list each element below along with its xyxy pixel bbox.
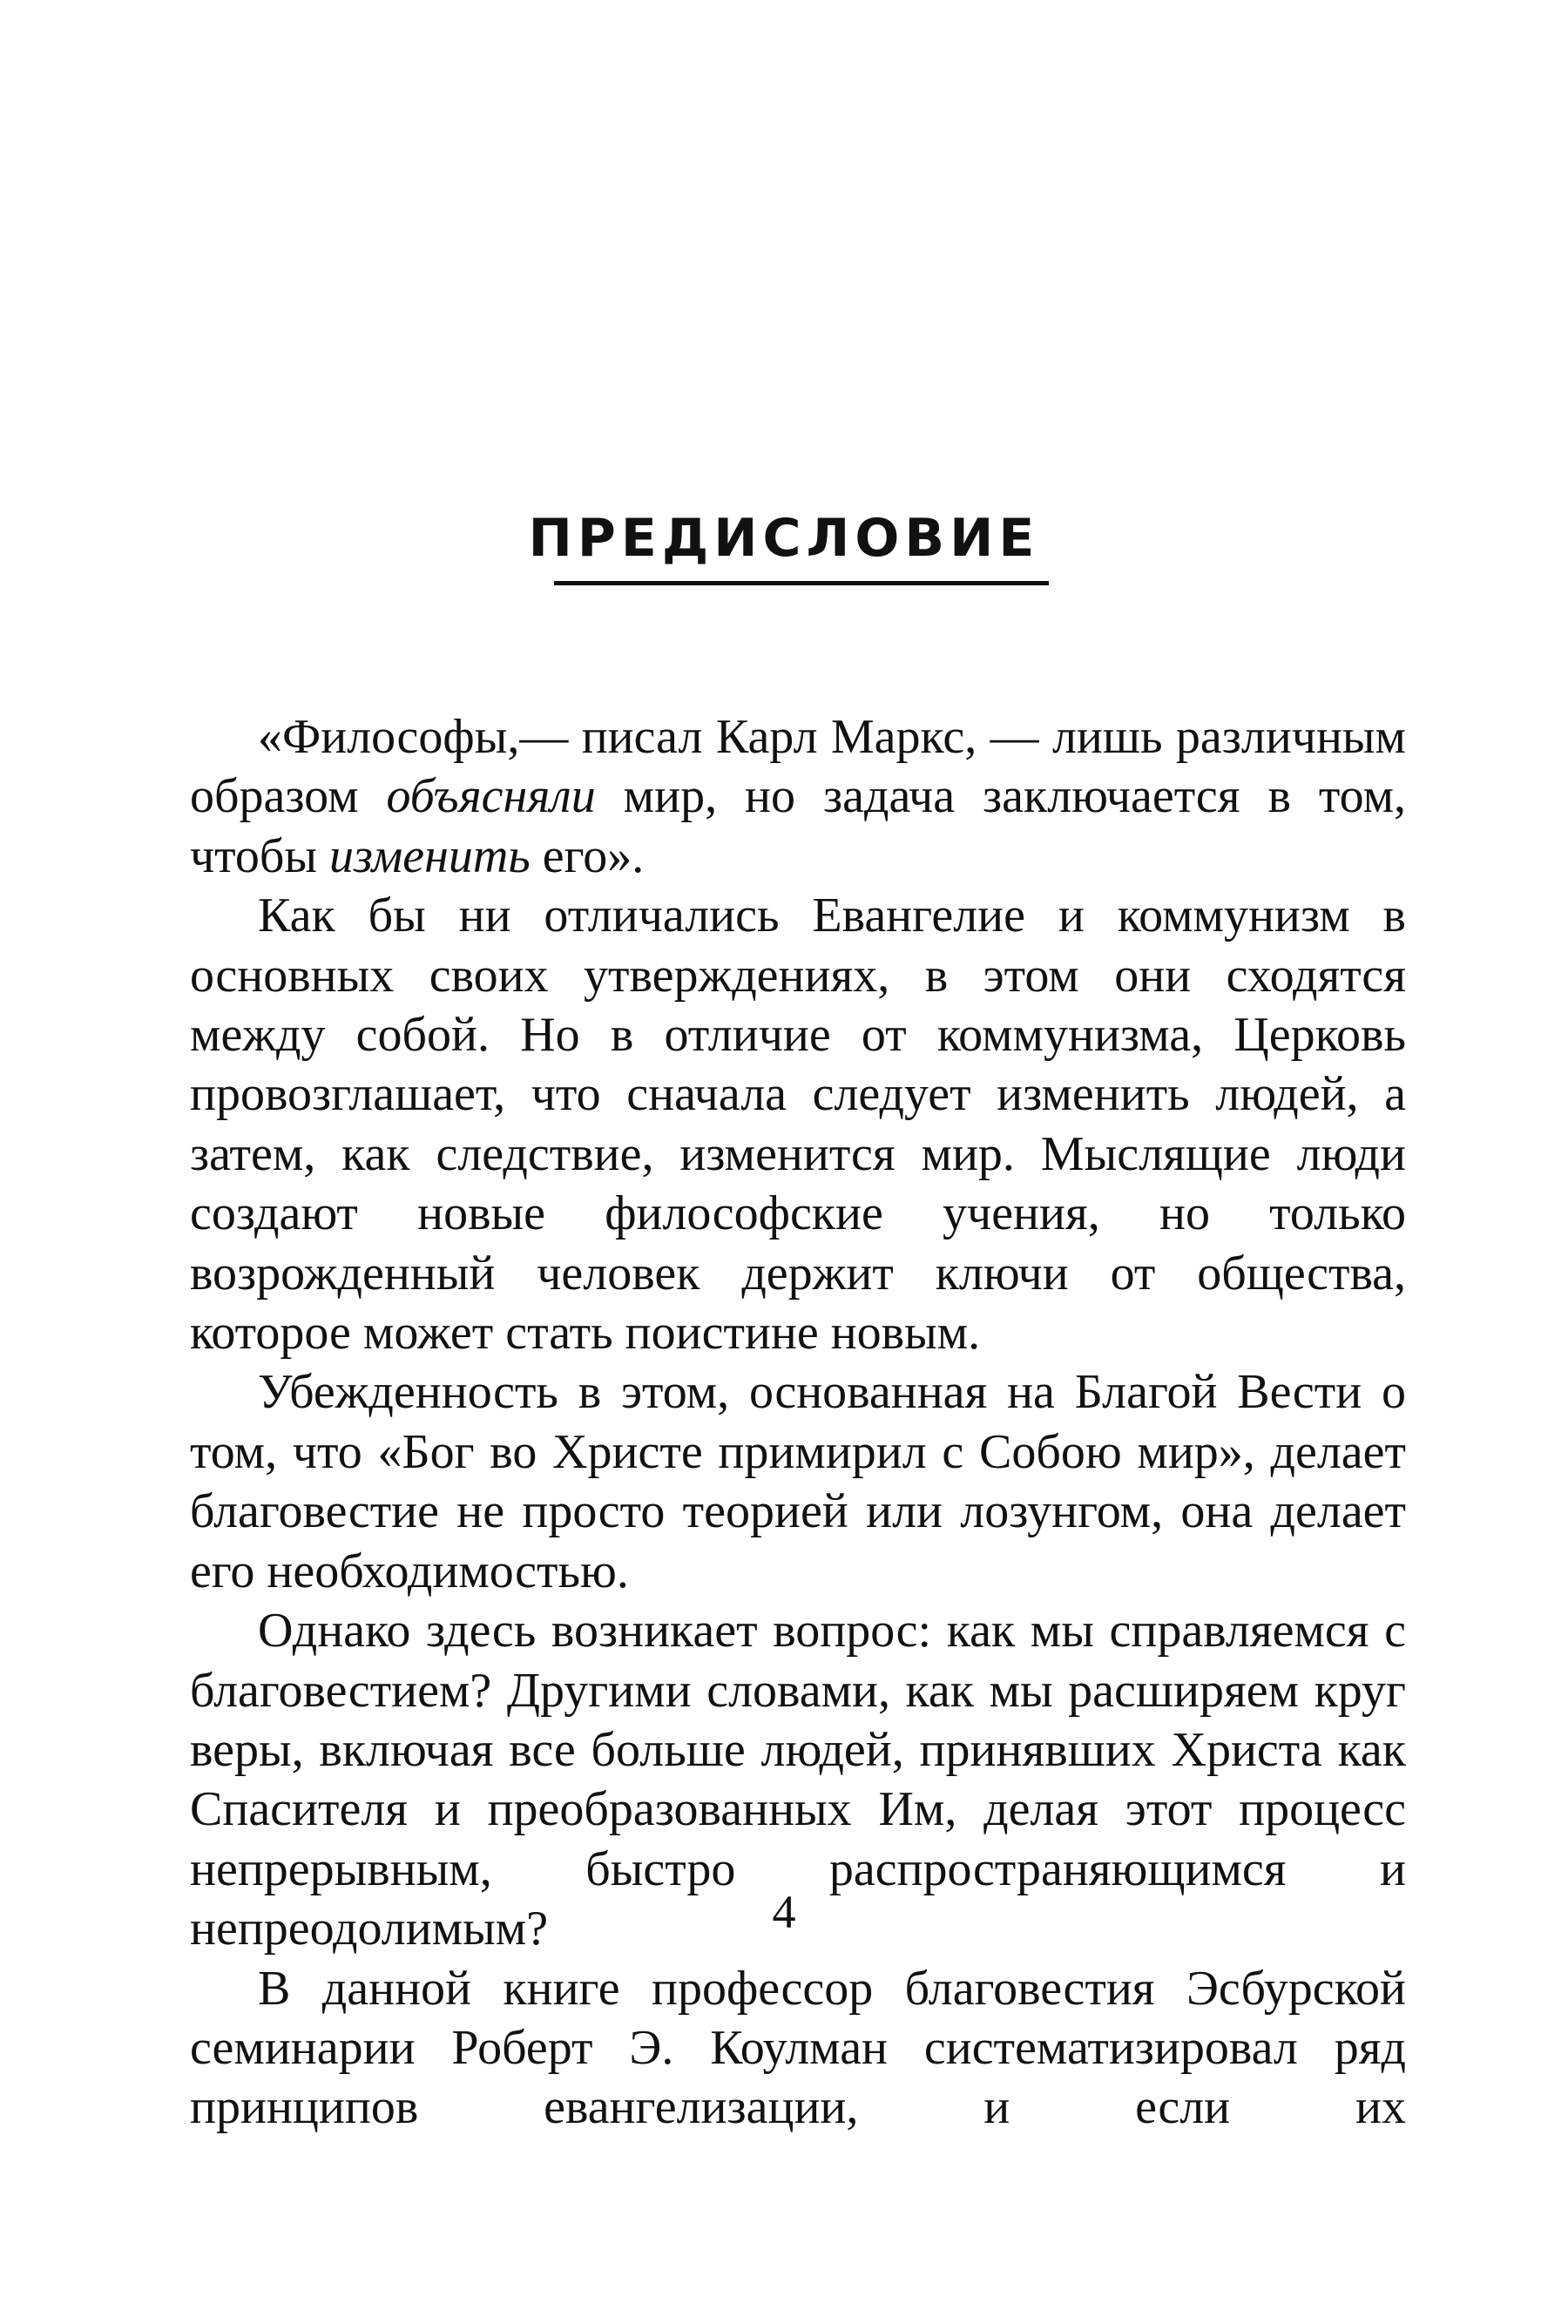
heading-underline <box>554 581 1049 585</box>
chapter-heading: ПРЕДИСЛОВИЕ <box>528 508 1040 569</box>
paragraph-1-part-2: мир, но задача заключается в том, чтобы <box>190 769 1407 883</box>
page-number: 4 <box>772 1886 796 1938</box>
paragraph-1-part-3: его». <box>530 828 645 883</box>
paragraph-3: Убежденность в этом, основанная на Благой Вести о том, что «Бог во Христе примирил с Собою мир», делает благовестие не просто теорией или лозунгом, она делает его необходимостью. <box>190 1365 1406 1598</box>
paragraph-2: Как бы ни отличались Евангелие и коммунизм в основных своих утверждениях, в этом они сходятся между собой. Но в отличие от коммунизма, Церковь провозглашает, что сначала следует изменить людей, а затем, как следствие, изменится мир. Мыслящие люди создают новые философские учения, но только возрожденный человек держит ключи от общества, которое может стать поистине новым. <box>190 888 1406 1361</box>
emphasis-change: изменить <box>329 828 531 883</box>
paragraph-5: В данной книге профессор благовестия Эсбурской семинарии Роберт Э. Коулман систематизировал ряд принципов евангелизации, и если их <box>190 1961 1406 2135</box>
paragraph-4: Однако здесь возникает вопрос: как мы справляемся с благовестием? Другими словами, как мы расширяем круг веры, включая все больше людей, принявших Христа как Спасителя и преобразованных Им, делая этот процесс непрерывным, быстро распространяющимся и непреодолимым? <box>190 1604 1406 1956</box>
emphasis-explained: объясняли <box>386 769 596 824</box>
paragraph-1-part-1: «Философы,— писал Карл Маркс, — лишь различным образом <box>190 710 1406 824</box>
paragraph-1 <box>190 707 1406 886</box>
